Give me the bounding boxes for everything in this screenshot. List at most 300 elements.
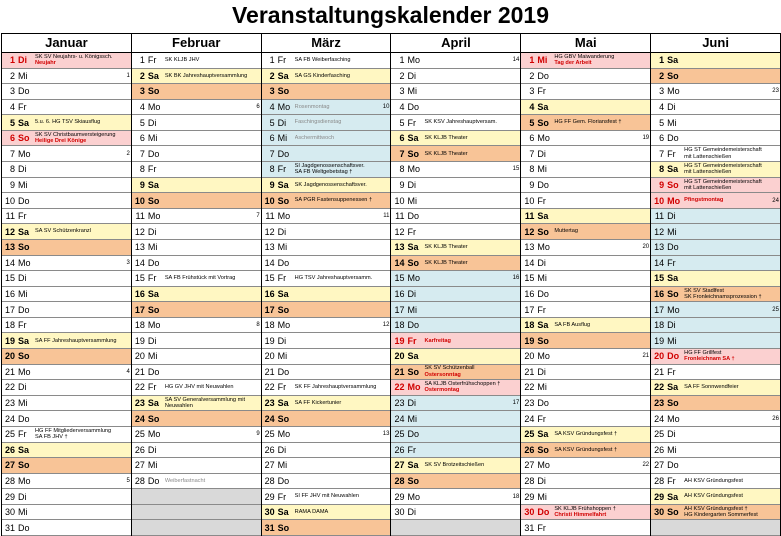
weekday: Sa — [147, 398, 159, 409]
day-number: 5 — [139, 117, 145, 128]
day-number: 25 — [264, 429, 275, 440]
day-row — [132, 411, 261, 427]
weekday: So — [407, 148, 419, 159]
day-number: 17 — [264, 304, 275, 315]
weekday: Sa — [537, 211, 549, 222]
event-line: SK BK Jahreshauptversammlung — [164, 72, 248, 79]
day-number: 5 — [659, 117, 665, 128]
day-number: 16 — [264, 288, 275, 299]
day-number: 8 — [139, 164, 145, 175]
weekday: Fr — [18, 211, 27, 222]
weekday: So — [18, 351, 30, 362]
day-list — [132, 53, 261, 536]
weekday: Di — [147, 226, 157, 237]
day-row — [262, 69, 391, 85]
day-row — [521, 411, 650, 427]
event-line: SA KSV Gründungsfest † — [554, 431, 618, 438]
day-number: 19 — [4, 335, 15, 346]
day-row — [2, 162, 131, 178]
day-row — [521, 209, 650, 225]
weekday: Di — [147, 117, 157, 128]
event-line: SI FF JHV mit Neuwahlen — [294, 493, 360, 500]
day-number: 8 — [269, 164, 275, 175]
event-text — [554, 119, 650, 125]
day-number: 21 — [394, 366, 405, 377]
day-row — [262, 411, 391, 427]
event-line: SA SV Generalversammlung mit — [164, 396, 246, 403]
day-row — [2, 146, 131, 162]
day-number: 9 — [9, 179, 15, 190]
day-row — [262, 474, 391, 490]
day-number: 12 — [524, 226, 535, 237]
day-row — [651, 443, 780, 459]
day-row — [521, 427, 650, 443]
event-line: AH KSV Gründungsfest — [684, 493, 743, 500]
weekday: Fr — [537, 413, 546, 424]
day-row — [2, 131, 131, 147]
day-row — [262, 240, 391, 256]
day-row — [521, 115, 650, 131]
week-number: 2 — [126, 150, 130, 157]
day-row — [132, 458, 261, 474]
weekday: Mo — [537, 242, 550, 253]
weekday: Sa — [277, 507, 289, 518]
event-text — [424, 462, 520, 468]
weekday: Fr — [277, 164, 287, 175]
day-number: 9 — [529, 179, 535, 190]
day-row — [2, 349, 131, 365]
day-row — [132, 349, 261, 365]
weekday: Mi — [537, 164, 547, 175]
day-number: 22 — [134, 382, 145, 393]
day-number: 29 — [264, 491, 275, 502]
event-text — [295, 57, 391, 63]
day-row — [651, 505, 780, 521]
event-line: HG FF Gem. Floriansfest † — [554, 119, 622, 126]
event-line: Pfingstmontag — [684, 197, 724, 204]
day-row — [391, 489, 520, 505]
day-row — [2, 427, 131, 443]
day-number: 22 — [524, 382, 535, 393]
event-line: AH KSV Gründungsfest † — [684, 505, 748, 512]
weekday: So — [277, 304, 290, 315]
weekday: Sa — [18, 226, 30, 237]
day-row — [2, 84, 131, 100]
day-row — [262, 505, 391, 521]
day-number: 20 — [4, 351, 15, 362]
day-row — [262, 100, 391, 116]
day-row — [262, 333, 391, 349]
day-row — [391, 69, 520, 85]
weekday: Do — [667, 133, 679, 144]
event-line: SK SV Stadlfest — [684, 287, 724, 294]
weekday: Di — [667, 429, 676, 440]
day-number: 10 — [4, 195, 15, 206]
event-text — [684, 163, 780, 176]
weekday: Sa — [407, 242, 419, 253]
event-text — [165, 397, 261, 410]
event-line: SA FF Kickertunier — [294, 399, 342, 406]
day-row — [132, 240, 261, 256]
day-number: 21 — [264, 366, 275, 377]
event-line: SK KSV Jahreshauptversam. — [424, 119, 497, 126]
weekday: Do — [147, 475, 160, 486]
day-row — [651, 411, 780, 427]
weekday: Sa — [147, 179, 159, 190]
day-number: 20 — [654, 351, 665, 362]
event-text — [165, 478, 261, 484]
weekday: Di — [18, 55, 27, 66]
day-number: 15 — [394, 273, 405, 284]
day-row — [521, 146, 650, 162]
weekday: So — [537, 117, 549, 128]
weekday: Mo — [407, 273, 420, 284]
day-row — [262, 53, 391, 69]
day-row — [521, 474, 650, 490]
weekday: So — [277, 86, 290, 97]
weekday: So — [667, 507, 679, 518]
day-number: 24 — [134, 413, 145, 424]
week-number: 5 — [126, 477, 130, 484]
day-row — [521, 458, 650, 474]
day-row — [262, 287, 391, 303]
day-row — [2, 53, 131, 69]
weekday: Mi — [537, 491, 547, 502]
weekday: Di — [18, 273, 27, 284]
day-number: 11 — [5, 211, 15, 222]
weekday: So — [667, 70, 679, 81]
day-row — [2, 474, 131, 490]
day-number: 6 — [269, 133, 275, 144]
weekday: Mo — [537, 351, 550, 362]
event-text — [424, 119, 520, 125]
day-row — [2, 333, 131, 349]
week-number: 12 — [382, 322, 390, 329]
weekday: Mi — [18, 507, 28, 518]
event-text — [35, 132, 131, 145]
day-number: 23 — [264, 398, 275, 409]
event-line: Heilige Drei Könige — [35, 138, 87, 145]
page-title: Veranstaltungskalender 2019 — [231, 2, 550, 28]
event-line: Faschingsdienstag — [294, 119, 342, 126]
day-number: 16 — [524, 288, 535, 299]
day-row — [262, 193, 391, 209]
day-number: 23 — [4, 398, 15, 409]
weekday: Di — [407, 398, 416, 409]
weekday: Mo — [667, 195, 681, 206]
day-row — [132, 69, 261, 85]
weekday: So — [147, 413, 160, 424]
month-column — [2, 34, 132, 536]
day-number: 12 — [4, 226, 15, 237]
day-number: 14 — [394, 257, 405, 268]
weekday: Di — [147, 444, 157, 455]
day-number: 30 — [524, 507, 535, 518]
week-number: 9 — [256, 431, 260, 438]
month-column — [262, 34, 392, 536]
event-line: Rosenmontag — [294, 103, 330, 110]
day-row — [651, 84, 780, 100]
day-row — [651, 100, 780, 116]
day-number: 26 — [394, 444, 405, 455]
day-number: 14 — [134, 257, 145, 268]
day-row — [262, 380, 391, 396]
day-row — [651, 240, 780, 256]
day-number: 2 — [399, 70, 405, 81]
weekday: Mo — [537, 460, 550, 471]
event-text — [554, 447, 650, 453]
month-column — [391, 34, 521, 536]
event-line: SA FB Ausflug — [554, 321, 591, 328]
day-row — [2, 287, 131, 303]
day-number: 8 — [399, 164, 405, 175]
day-row — [391, 380, 520, 396]
event-text — [684, 197, 780, 203]
day-number: 25 — [394, 429, 405, 440]
day-row — [262, 458, 391, 474]
weekday: Mo — [407, 55, 420, 66]
day-row — [651, 302, 780, 318]
day-number: 10 — [394, 195, 405, 206]
day-number: 19 — [264, 335, 275, 346]
weekday: Di — [407, 70, 416, 81]
day-row — [391, 256, 520, 272]
weekday: Do — [537, 70, 549, 81]
event-text — [35, 119, 131, 125]
event-text — [684, 493, 780, 499]
day-row — [132, 256, 261, 272]
day-number: 17 — [4, 304, 15, 315]
weekday: Fr — [147, 382, 157, 393]
day-row — [521, 256, 650, 272]
weekday: Di — [537, 257, 546, 268]
day-row — [651, 271, 780, 287]
day-row — [132, 380, 261, 396]
weekday: So — [277, 522, 290, 533]
day-number: 17 — [394, 304, 405, 315]
day-row — [521, 396, 650, 412]
weekday: Sa — [277, 288, 289, 299]
event-line: SA SV Schützenkranzl — [35, 228, 91, 235]
day-row — [132, 271, 261, 287]
event-text — [295, 182, 391, 188]
day-number: 26 — [524, 444, 535, 455]
weekday: Sa — [537, 102, 549, 113]
day-row — [2, 505, 131, 521]
day-number: 23 — [524, 398, 535, 409]
day-number: 18 — [394, 320, 405, 331]
weekday: Mi — [18, 288, 28, 299]
event-line: AH KSV Gründungsfest — [684, 477, 743, 484]
weekday: Mi — [537, 273, 547, 284]
day-row — [262, 396, 391, 412]
empty-day-cell — [651, 520, 780, 536]
event-text — [554, 431, 650, 437]
weekday: Do — [277, 148, 290, 159]
day-row — [521, 69, 650, 85]
day-number: 1 — [9, 55, 15, 66]
day-row — [2, 411, 131, 427]
day-row — [132, 84, 261, 100]
weekday: Mo — [18, 257, 31, 268]
day-row — [132, 427, 261, 443]
weekday: Di — [277, 117, 287, 128]
day-number: 16 — [394, 288, 405, 299]
day-row — [521, 131, 650, 147]
event-text — [295, 509, 391, 515]
weekday: Mi — [407, 413, 417, 424]
day-number: 17 — [134, 304, 145, 315]
day-number: 9 — [659, 179, 665, 190]
month-column — [651, 34, 781, 536]
event-line: SK KLJB Theater — [424, 134, 468, 141]
event-line: SI Jagdgenossenschaftsver. — [294, 162, 365, 169]
day-number: 25 — [134, 429, 145, 440]
day-number: 28 — [134, 475, 145, 486]
day-number: 3 — [399, 86, 405, 97]
day-row — [2, 318, 131, 334]
day-row — [262, 224, 391, 240]
day-row — [391, 53, 520, 69]
weekday: Di — [537, 366, 546, 377]
event-line: SA GS Kinderfasching — [294, 72, 351, 79]
week-number: 3 — [126, 259, 130, 266]
event-text — [684, 506, 780, 519]
empty-day-cell — [132, 520, 261, 536]
weekday: Fr — [277, 382, 287, 393]
week-number: 15 — [512, 166, 520, 173]
day-number: 14 — [654, 257, 665, 268]
day-number: 9 — [269, 179, 275, 190]
day-row — [391, 100, 520, 116]
weekday: Mi — [147, 133, 158, 144]
day-number: 13 — [524, 242, 535, 253]
weekday: Mo — [147, 102, 161, 113]
event-text — [295, 163, 391, 176]
day-row — [521, 84, 650, 100]
day-number: 8 — [659, 164, 665, 175]
weekday: Di — [147, 335, 157, 346]
day-row — [651, 146, 780, 162]
day-row — [521, 224, 650, 240]
event-line: Neujahr — [35, 60, 56, 67]
weekday: Mo — [277, 429, 291, 440]
event-line: HG FF Mitgliederversammlung — [35, 427, 112, 434]
event-line: HG ST Gemeindemeisterschaft — [684, 162, 762, 169]
weekday: So — [407, 475, 419, 486]
event-text — [424, 381, 520, 394]
day-row — [521, 333, 650, 349]
day-number: 29 — [4, 491, 15, 502]
day-row — [521, 53, 650, 69]
day-row — [391, 333, 520, 349]
calendar-grid — [1, 33, 781, 536]
weekday: So — [147, 86, 160, 97]
day-number: 2 — [269, 70, 275, 81]
event-line: SA FF Sonnwendfeier — [684, 384, 739, 391]
week-number: 10 — [382, 104, 390, 111]
weekday: So — [18, 460, 30, 471]
day-number: 25 — [524, 429, 535, 440]
day-row — [132, 302, 261, 318]
week-number: 7 — [256, 213, 260, 220]
event-line: SA KSV Gründungsfest † — [554, 446, 618, 453]
day-row — [521, 349, 650, 365]
weekday: Do — [407, 102, 419, 113]
week-number: 23 — [772, 88, 779, 95]
day-number: 28 — [524, 475, 535, 486]
day-number: 25 — [4, 429, 15, 440]
day-number: 15 — [524, 273, 535, 284]
day-number: 21 — [134, 366, 145, 377]
day-number: 29 — [654, 491, 665, 502]
day-number: 4 — [529, 102, 535, 113]
weekday: Mi — [407, 195, 417, 206]
weekday: Di — [667, 320, 676, 331]
day-number: 26 — [134, 444, 145, 455]
event-line: SA FB Weltgebetstag † — [294, 169, 353, 176]
day-number: 22 — [264, 382, 275, 393]
day-row — [262, 84, 391, 100]
day-row — [262, 349, 391, 365]
event-text — [684, 384, 780, 390]
month-header: Februar — [132, 34, 261, 53]
weekday: Mo — [147, 320, 161, 331]
day-number: 18 — [4, 320, 15, 331]
day-row — [391, 224, 520, 240]
weekday: Fr — [407, 117, 416, 128]
day-row — [391, 427, 520, 443]
week-number: 21 — [642, 353, 650, 360]
day-row — [391, 115, 520, 131]
week-number: 17 — [512, 400, 520, 407]
day-row — [2, 69, 131, 85]
weekday: So — [667, 398, 679, 409]
day-row — [2, 520, 131, 536]
day-list — [2, 53, 131, 536]
day-row — [262, 365, 391, 381]
day-row — [391, 349, 520, 365]
event-text — [554, 54, 650, 67]
weekday: Di — [277, 335, 287, 346]
event-text — [684, 147, 780, 160]
weekday: Mi — [147, 351, 158, 362]
day-row — [132, 115, 261, 131]
day-number: 14 — [524, 257, 535, 268]
weekday: Sa — [667, 55, 679, 66]
month-column — [132, 34, 262, 536]
week-number: 4 — [126, 368, 130, 375]
day-row — [132, 224, 261, 240]
day-row — [521, 443, 650, 459]
weekday: Mo — [147, 211, 161, 222]
event-text — [554, 322, 650, 328]
day-row — [2, 443, 131, 459]
weekday: Sa — [277, 70, 289, 81]
weekday: Mi — [18, 70, 28, 81]
day-number: 11 — [654, 211, 665, 222]
day-row — [391, 396, 520, 412]
day-number: 15 — [134, 273, 145, 284]
day-number: 18 — [654, 320, 665, 331]
event-text — [684, 350, 780, 363]
weekday: Sa — [407, 460, 419, 471]
day-number: 8 — [9, 164, 15, 175]
day-number: 5 — [269, 117, 275, 128]
weekday: Sa — [537, 429, 549, 440]
day-number: 13 — [394, 242, 405, 253]
weekday: Sa — [18, 335, 30, 346]
